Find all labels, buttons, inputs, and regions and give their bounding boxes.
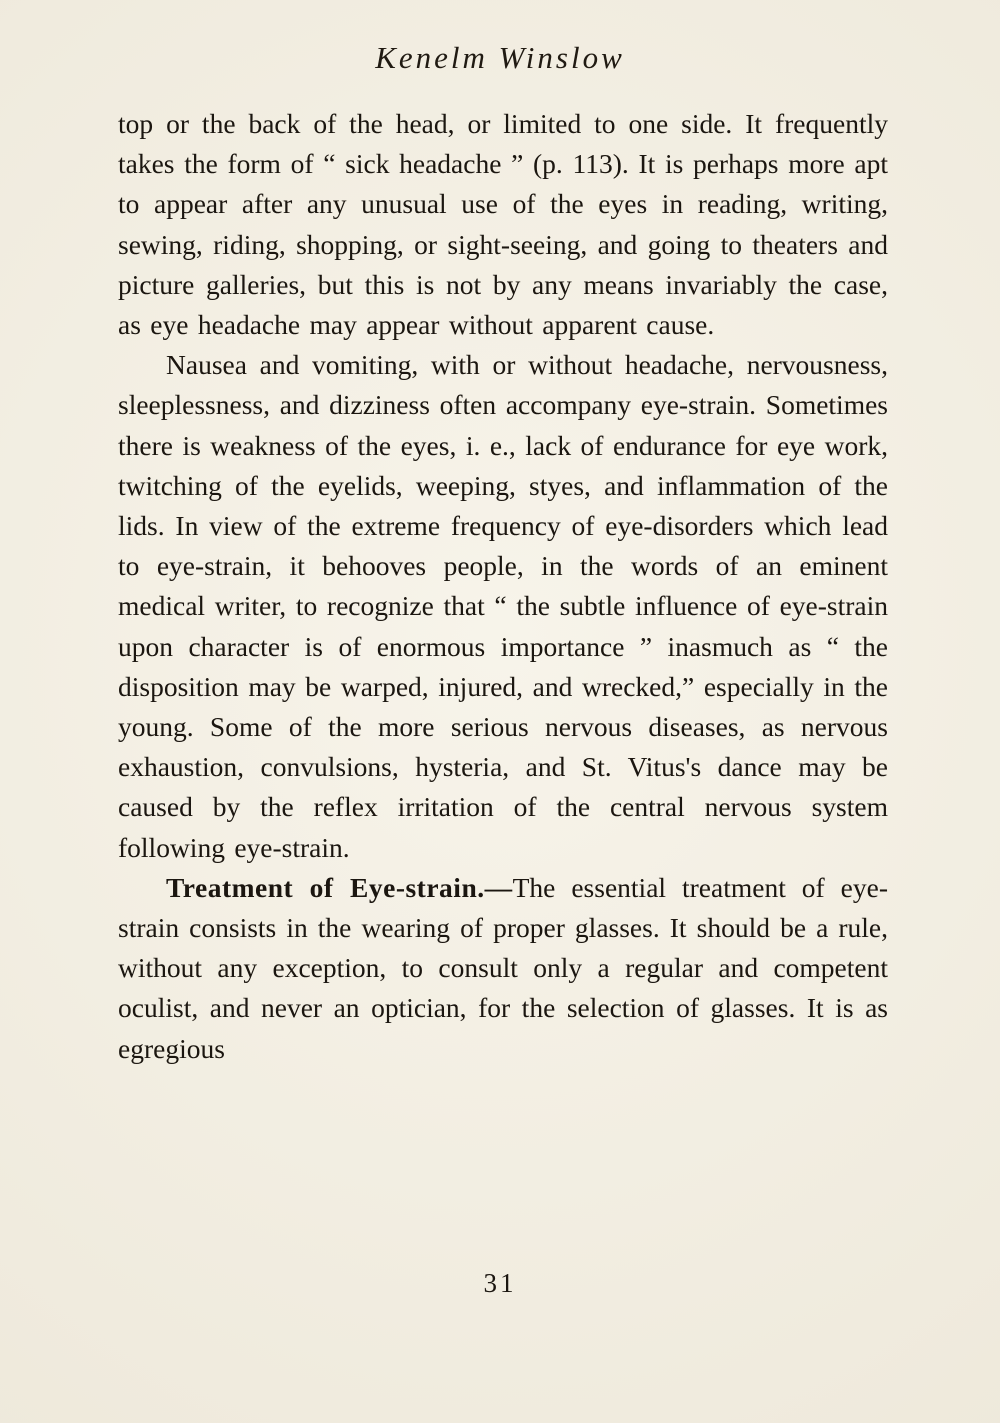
paragraph-treatment — [118, 868, 888, 1069]
paragraph-treatment-body: The essential treatment of eye-strain consists in the wearing of proper glasses. It should be a rule, without any exception, to consult only a regular and competent oculist, and never an optician, for the selection of glasses. It is as egregious — [118, 871, 888, 1064]
paragraph-nausea: Nausea and vomiting, with or without headache, nervousness, sleeplessness, and dizziness often accompany eye-strain. Sometimes there is weakness of the eyes, i. e., lack of endurance for eye work, twitching of the eyelids, weeping, styes, and inflammation of the lids. In view of the extreme frequency of eye-disorders which lead to eye-strain, it behooves people, in the words of an eminent medical writer, to recognize that “ the subtle influence of eye-strain upon character is of enormous importance ” inasmuch as “ the disposition may be warped, injured, and wrecked,” especially in the young. Some of the more serious nervous diseases, as nervous exhaustion, convulsions, hysteria, and St. Vitus's dance may be caused by the reflex irritation of the central nervous system following eye-strain. — [118, 349, 888, 863]
page-text — [118, 104, 888, 1069]
paragraph-continuation: top or the back of the head, or limited to one side. It frequently takes the form of “ sick headache ” (p. 113). It is perhaps more apt to appear after any unusual use of the eyes in reading, writing, sewing, riding, shopping, or sight-seeing, and going to theaters and picture galleries, but this is not by any means invariably the case, as eye headache may appear without apparent cause. — [118, 108, 888, 341]
running-header: Kenelm Winslow — [375, 40, 625, 75]
paragraph-treatment-lead: Treatment of Eye-strain.— — [166, 871, 513, 903]
page-number: 31 — [483, 1268, 517, 1298]
